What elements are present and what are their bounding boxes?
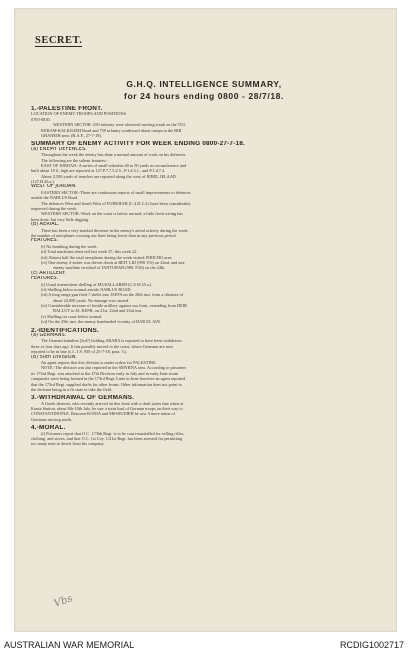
body-line: About 2,500 yards of trenches are reported along the crest of JEBEL JELAAD	[41, 173, 177, 179]
document-body	[31, 106, 373, 447]
body-line: (127.H.26.a.).	[31, 179, 55, 185]
body-line: improved during the week.	[31, 206, 78, 212]
body-line: (ii) Shelling below normal astride NABLUS ROAD.	[41, 286, 132, 292]
body-line: EASTERN SECTOR.-There are continuous reports of small improvements to defences	[41, 189, 191, 195]
body-line: its 173rd Regt. was attached to the 47th Division early in July and in early June storm	[31, 370, 179, 376]
body-line: astride the NABLUS Road.	[31, 195, 79, 201]
body-line: The defences West and South West of FURKHAH (C.4.D.2.4.) have been considerably	[41, 200, 191, 206]
subsection-heading: (c) ARTILLERY.	[31, 270, 66, 276]
body-line: (iv) Considerable increase of hostile artillery against our front, extending from DEIR	[41, 303, 188, 309]
body-line: (iv) One enemy 2-seater was driven down at BEIT LID (998. F.6) on 22nd, and one	[41, 259, 185, 265]
body-line: BALLUT to EL KEFR, on 21st, 22nd and 23rd inst.	[53, 308, 143, 314]
subsection-heading: FEATURES.	[31, 238, 59, 244]
subsection-heading: (a) GERMANS.	[31, 333, 67, 339]
body-line: WESTERN SECTOR.-250 infantry were observed moving south on the TUL	[53, 122, 187, 128]
body-line: 0700-0830.	[31, 116, 51, 122]
body-line: KERAM-KALKILIEH Road and 750 infantry southward about camps in the BIR	[41, 127, 182, 133]
body-line: (i) No bombing during the week.	[41, 243, 98, 249]
body-line: Throughout the week the enemy has done a normal amount of work on his defences.	[41, 152, 187, 158]
body-line: There has been a very marked decrease in the enemy's aerial activity during the week,	[41, 227, 189, 233]
body-line: the number of aeroplanes crossing our lines being lower than in any previous period.	[31, 232, 177, 238]
body-line: (i) Prisoners report that O.C. 1/76th Regt. is to be court-martialled for selling rifles,	[41, 430, 185, 436]
body-line: GHANEIH area. (R.A.F., 27-7-18).	[41, 132, 102, 138]
footer-source: AUSTRALIAN WAR MEMORIAL	[4, 640, 135, 650]
body-line: Konia Station, about 8th-10th July, he saw a train load of German troops on their way to	[31, 406, 183, 412]
subsection-heading: WEST OF JORDAN.	[31, 184, 77, 190]
body-line: LOCATION OF ENEMY TROOPS AND POSITIONS.	[31, 111, 127, 117]
body-line: clothing, and stores, and that O.C. 1st Coy. 1/21st Regt. has been arrested for permitting	[31, 436, 183, 442]
body-line: (vi) On the 25th inst. the enemy bombarded vicinity of DAR EL AIN.	[41, 319, 161, 325]
subsection-heading: FEATURES.	[31, 276, 59, 282]
summary-title: G.H.Q. INTELLIGENCE SUMMARY,	[126, 79, 282, 89]
body-line: NOTE.-The division was last reported in the SMYRNA area. According to prisoners	[41, 365, 187, 371]
body-line: The German battalion (3rd?) holding ARARA is reported to have been withdrawn	[41, 338, 182, 344]
section-heading: 2.-IDENTIFICATIONS.	[31, 327, 99, 334]
subsection-heading: (b) 50th DIVISION.	[31, 354, 77, 360]
section-heading: 4.-MORAL.	[31, 425, 66, 431]
body-line: reported to be in line (c.f., I.S. 939 of 25-7-18, para. 3.).	[31, 349, 128, 355]
body-line: built about 10 ft. high are reported at 127.P.7,7.5.2.5., P.1.d.3.1., and P.1.d.7.2.	[31, 168, 166, 174]
body-line: been done, but very little digging.	[31, 216, 90, 222]
section-heading: 3.-WITHDRAWAL OF GERMANS.	[31, 395, 135, 401]
summary-subtitle: for 24 hours ending 0800 - 28/7/18.	[124, 91, 284, 101]
body-line: The following are the salient features:-	[41, 157, 108, 163]
body-line: (iii) Almost half the total aeroplanes during the week visited JERICHO area.	[41, 254, 173, 260]
body-line: three or four days ago. It has possibly moved to the coast, where Germans are now	[31, 343, 174, 349]
section-heading: SUMMARY OF ENEMY ACTIVITY FOR WEEK ENDING 0800-27-7-18.	[31, 141, 246, 147]
body-line: the division being in a fit state to take the field.	[31, 386, 113, 392]
body-line: companies were being formed in the 173rd Regt. Later in June however an agent reported	[31, 376, 186, 382]
footer-reference-id: RCDIG1002717	[339, 640, 404, 650]
body-line: CONSTANTINOPLE. Between KONIA and MESSUDIEH he saw 4 more trains of	[31, 411, 175, 417]
body-line: (i) Usual intermittent shelling of MUSALLABEH (C.8.W.25.a.).	[41, 281, 153, 287]
body-line: (ii) Total machines observed last week 37; this week 22.	[41, 249, 138, 255]
body-line: that the 173rd Regt. supplied drafts for other fronts. Other information does not point to	[31, 381, 182, 387]
subsection-heading: (a) ENEMY DEFENCES.	[31, 146, 87, 152]
body-line: (v) Shelling on coast below normal.	[41, 313, 103, 319]
handwritten-mark: Vbs	[52, 593, 75, 610]
body-line: A Greek deserter, who recently arrived on this front with a draft states that when at	[41, 400, 184, 406]
body-line: too many men to desert from his company.	[31, 441, 105, 447]
body-line: An agent reports that this division is under orders for PALESTINE.	[41, 359, 157, 365]
body-line: about 24,000 yards. No damage was caused.	[53, 297, 130, 303]
body-line: EAST OF JORDAN.-A series of small redoubts 40 to 50 yards in circumference and	[41, 162, 187, 168]
classification-heading: SECRET.	[35, 35, 83, 46]
body-line: (iii) A long range gun fired 7 shells into JAFFA on the 20th inst. from a distance of	[41, 292, 184, 298]
section-heading: 1.-PALESTINE FRONT.	[31, 106, 103, 112]
body-line: WESTERN SECTOR.-Work on the coast is below normal; a little fresh wiring has	[41, 211, 183, 217]
body-line: Germans moving north.	[31, 416, 72, 422]
body-line: enemy machine wrecked at TANTURAH (980. P.26) on the 24th.	[53, 265, 166, 271]
subsection-heading: (b) AERIAL.	[31, 222, 59, 228]
